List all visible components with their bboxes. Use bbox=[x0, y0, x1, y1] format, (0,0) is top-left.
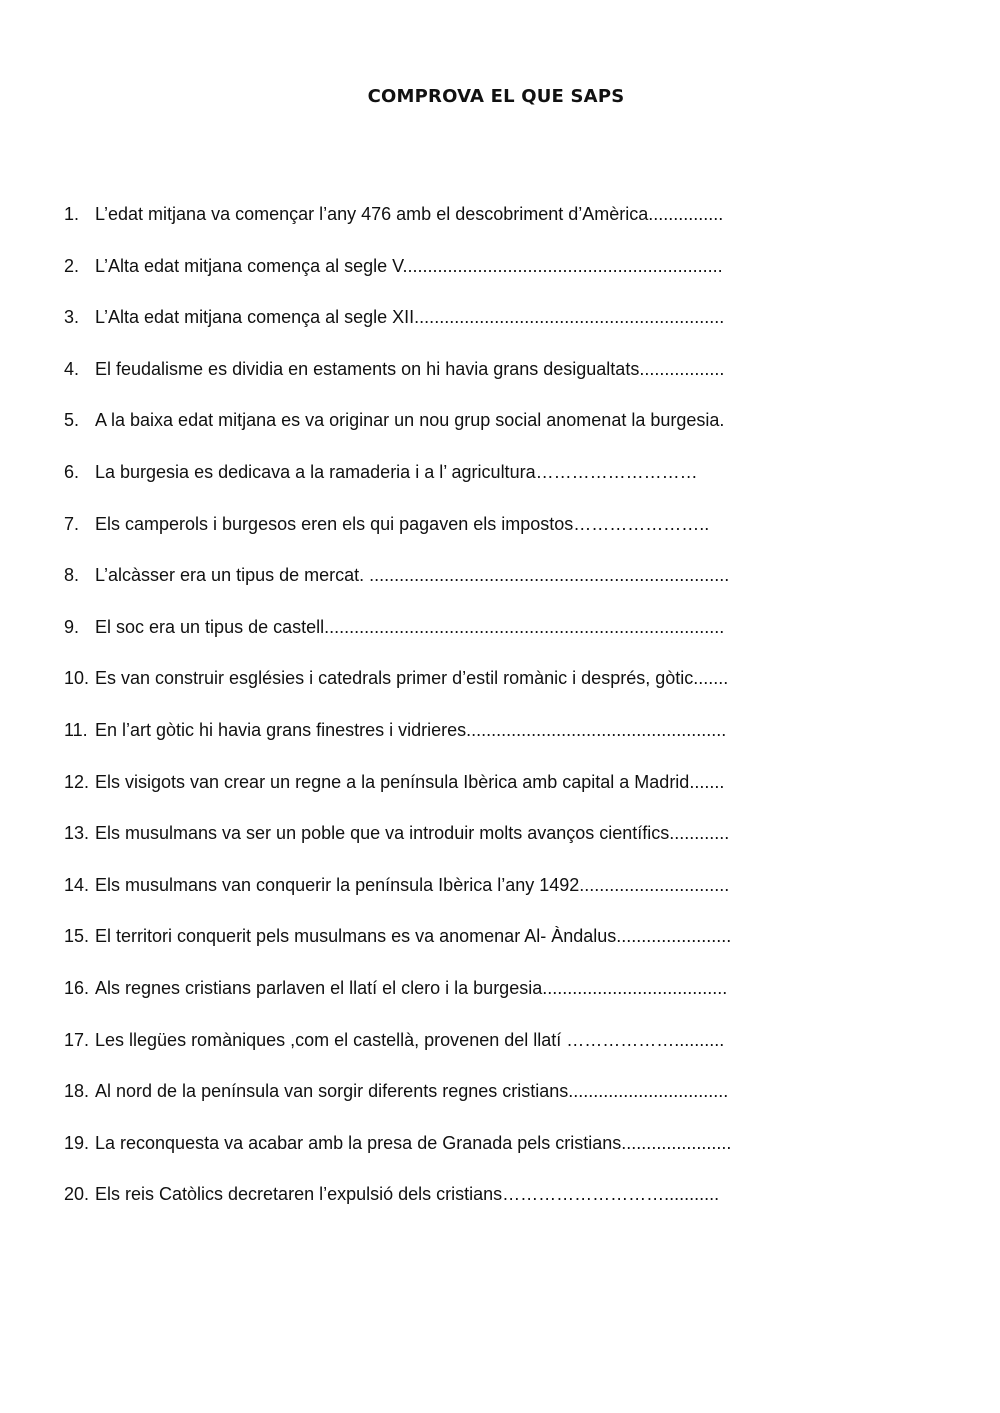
statement-number: 19. bbox=[64, 1132, 90, 1153]
statement-number: 5. bbox=[64, 410, 80, 431]
statement-item bbox=[64, 253, 824, 305]
statement-text: L’edat mitjana va començar l’any 476 amb el descobriment d’Amèrica............... bbox=[95, 204, 724, 224]
statement-text: Els visigots van crear un regne a la península Ibèrica amb capital a Madrid....... bbox=[95, 771, 725, 792]
statement-item bbox=[64, 975, 824, 1027]
statement-item bbox=[64, 1181, 824, 1233]
statement-number: 11. bbox=[64, 719, 88, 740]
statement-text: L’alcàsser era un tipus de mercat. ........................................................................ bbox=[95, 565, 730, 586]
statement-item bbox=[64, 1027, 824, 1079]
statement-number: 15. bbox=[64, 926, 90, 947]
statement-text: El territori conquerit pels musulmans es va anomenar Al- Àndalus....................... bbox=[95, 926, 732, 947]
statement-item bbox=[64, 562, 824, 614]
statement-text: A la baixa edat mitjana es va originar un nou grup social anomenat la burgesia. bbox=[95, 410, 725, 431]
statement-item bbox=[64, 614, 824, 666]
statement-item bbox=[64, 304, 824, 356]
statement-item bbox=[64, 1130, 824, 1182]
statement-item bbox=[64, 407, 824, 459]
statement-item bbox=[64, 872, 824, 924]
statement-number: 1. bbox=[64, 204, 80, 224]
statement-text: Les llegües romàniques ,com el castellà, provenen del llatí ……………….......... bbox=[95, 1029, 725, 1050]
statement-text: Als regnes cristians parlaven el llatí el clero i la burgesia..................................... bbox=[95, 977, 728, 998]
statement-text: Els musulmans van conquerir la península Ibèrica l’any 1492.............................. bbox=[95, 874, 730, 895]
statement-number: 16. bbox=[64, 977, 90, 998]
statement-number: 2. bbox=[64, 255, 80, 276]
statement-number: 4. bbox=[64, 358, 80, 379]
statement-item bbox=[64, 459, 824, 511]
page-title: COMPROVA EL QUE SAPS bbox=[367, 86, 625, 107]
statement-number: 9. bbox=[64, 616, 80, 637]
statement-item bbox=[64, 356, 824, 408]
statement-item bbox=[64, 665, 824, 717]
statement-text: Al nord de la península van sorgir diferents regnes cristians................................ bbox=[95, 1081, 729, 1102]
statement-item bbox=[64, 1078, 824, 1130]
statement-item bbox=[64, 820, 824, 872]
statement-number: 7. bbox=[64, 513, 80, 534]
statement-number: 20. bbox=[64, 1184, 90, 1205]
statement-number: 12. bbox=[64, 771, 90, 792]
statement-number: 6. bbox=[64, 461, 80, 482]
statement-text: Es van construir esglésies i catedrals primer d’estil romànic i després, gòtic....... bbox=[95, 668, 729, 689]
statement-item bbox=[64, 923, 824, 975]
statement-text: L’Alta edat mitjana comença al segle V................................................................ bbox=[95, 255, 723, 276]
statement-item bbox=[64, 201, 824, 253]
statement-text: L’Alta edat mitjana comença al segle XII.............................................................. bbox=[95, 307, 725, 328]
statement-text: En l’art gòtic hi havia grans finestres i vidrieres.................................................... bbox=[95, 719, 727, 740]
statement-text: Els musulmans va ser un poble que va introduir molts avanços científics............ bbox=[95, 823, 730, 844]
statement-text: Els reis Catòlics decretaren l’expulsió dels cristians………………………........... bbox=[95, 1184, 720, 1205]
statement-text: La burgesia es dedicava a la ramaderia i a l’ agricultura……………………… bbox=[95, 461, 698, 482]
statement-text: La reconquesta va acabar amb la presa de Granada pels cristians...................... bbox=[95, 1132, 732, 1153]
statement-text: El soc era un tipus de castell................................................................................ bbox=[95, 616, 725, 637]
statement-number: 3. bbox=[64, 307, 80, 328]
statement-item bbox=[64, 511, 824, 563]
statement-number: 8. bbox=[64, 565, 80, 586]
statement-item bbox=[64, 769, 824, 821]
statement-number: 13. bbox=[64, 823, 90, 844]
statement-list bbox=[64, 201, 824, 1233]
statement-number: 17. bbox=[64, 1029, 90, 1050]
statement-item bbox=[64, 717, 824, 769]
statement-number: 18. bbox=[64, 1081, 90, 1102]
statement-text: Els camperols i burgesos eren els qui pagaven els impostos………………….. bbox=[95, 513, 710, 534]
statement-number: 14. bbox=[64, 874, 90, 895]
statement-number: 10. bbox=[64, 668, 90, 689]
statement-text: El feudalisme es dividia en estaments on hi havia grans desigualtats................. bbox=[95, 358, 725, 379]
